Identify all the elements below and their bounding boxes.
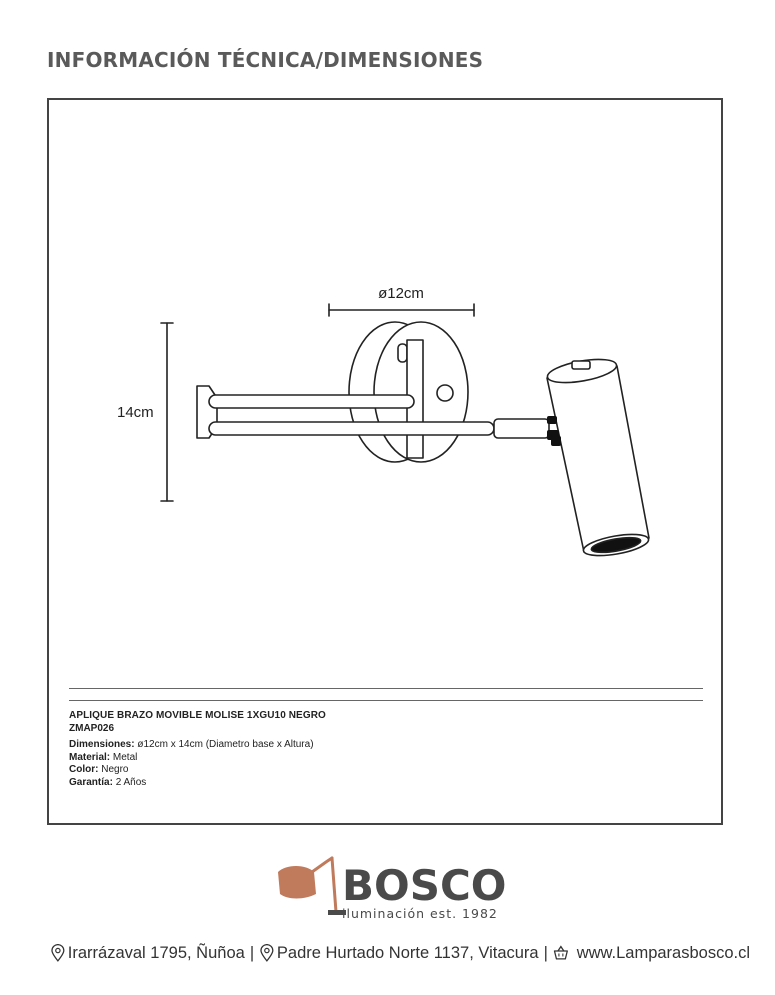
- footer-contact: [50, 940, 750, 966]
- lamp-logo-icon: [278, 858, 346, 915]
- address-nunoa: Irarrázaval 1795, Ñuñoa: [67, 943, 245, 962]
- divider-line-bottom: [69, 700, 703, 701]
- height-dimension-label: 14cm: [117, 404, 154, 421]
- width-dimension-label: ø12cm: [378, 285, 424, 302]
- arm-joint: [494, 419, 549, 438]
- height-dimension-line: [161, 323, 173, 501]
- product-sku: ZMAP026: [69, 722, 115, 734]
- product-name: APLIQUE BRAZO MOVIBLE MOLISE 1XGU10 NEGRO: [69, 710, 326, 721]
- spec-row-color: Color: Negro: [69, 764, 129, 775]
- brand-tagline: iluminación est. 1982: [342, 906, 498, 921]
- bosco-logo: [276, 850, 506, 925]
- spec-row-dimensions: Dimensiones: ø12cm x 14cm (Diametro base x Altura): [69, 739, 314, 750]
- spec-row-warranty: Garantía: 2 Años: [69, 776, 147, 788]
- page-title: INFORMACIÓN TÉCNICA/DIMENSIONES: [47, 48, 484, 72]
- location-pin-icon: [50, 944, 66, 962]
- spec-row-material: Material: Metal: [69, 751, 138, 763]
- separator: |: [249, 943, 255, 962]
- shopping-basket-icon: [553, 944, 569, 962]
- technical-drawing-frame: [47, 98, 723, 825]
- location-pin-icon: [259, 944, 275, 962]
- width-dimension-line: [329, 304, 474, 316]
- product-specs: [69, 710, 689, 789]
- website-link[interactable]: www.Lamparasbosco.cl: [576, 943, 751, 962]
- address-vitacura: Padre Hurtado Norte 1137, Vitacura: [276, 943, 539, 962]
- separator: |: [543, 943, 548, 962]
- divider-line-top: [69, 688, 703, 689]
- lamp-head: [546, 355, 650, 560]
- brand-name: BOSCO: [342, 861, 506, 910]
